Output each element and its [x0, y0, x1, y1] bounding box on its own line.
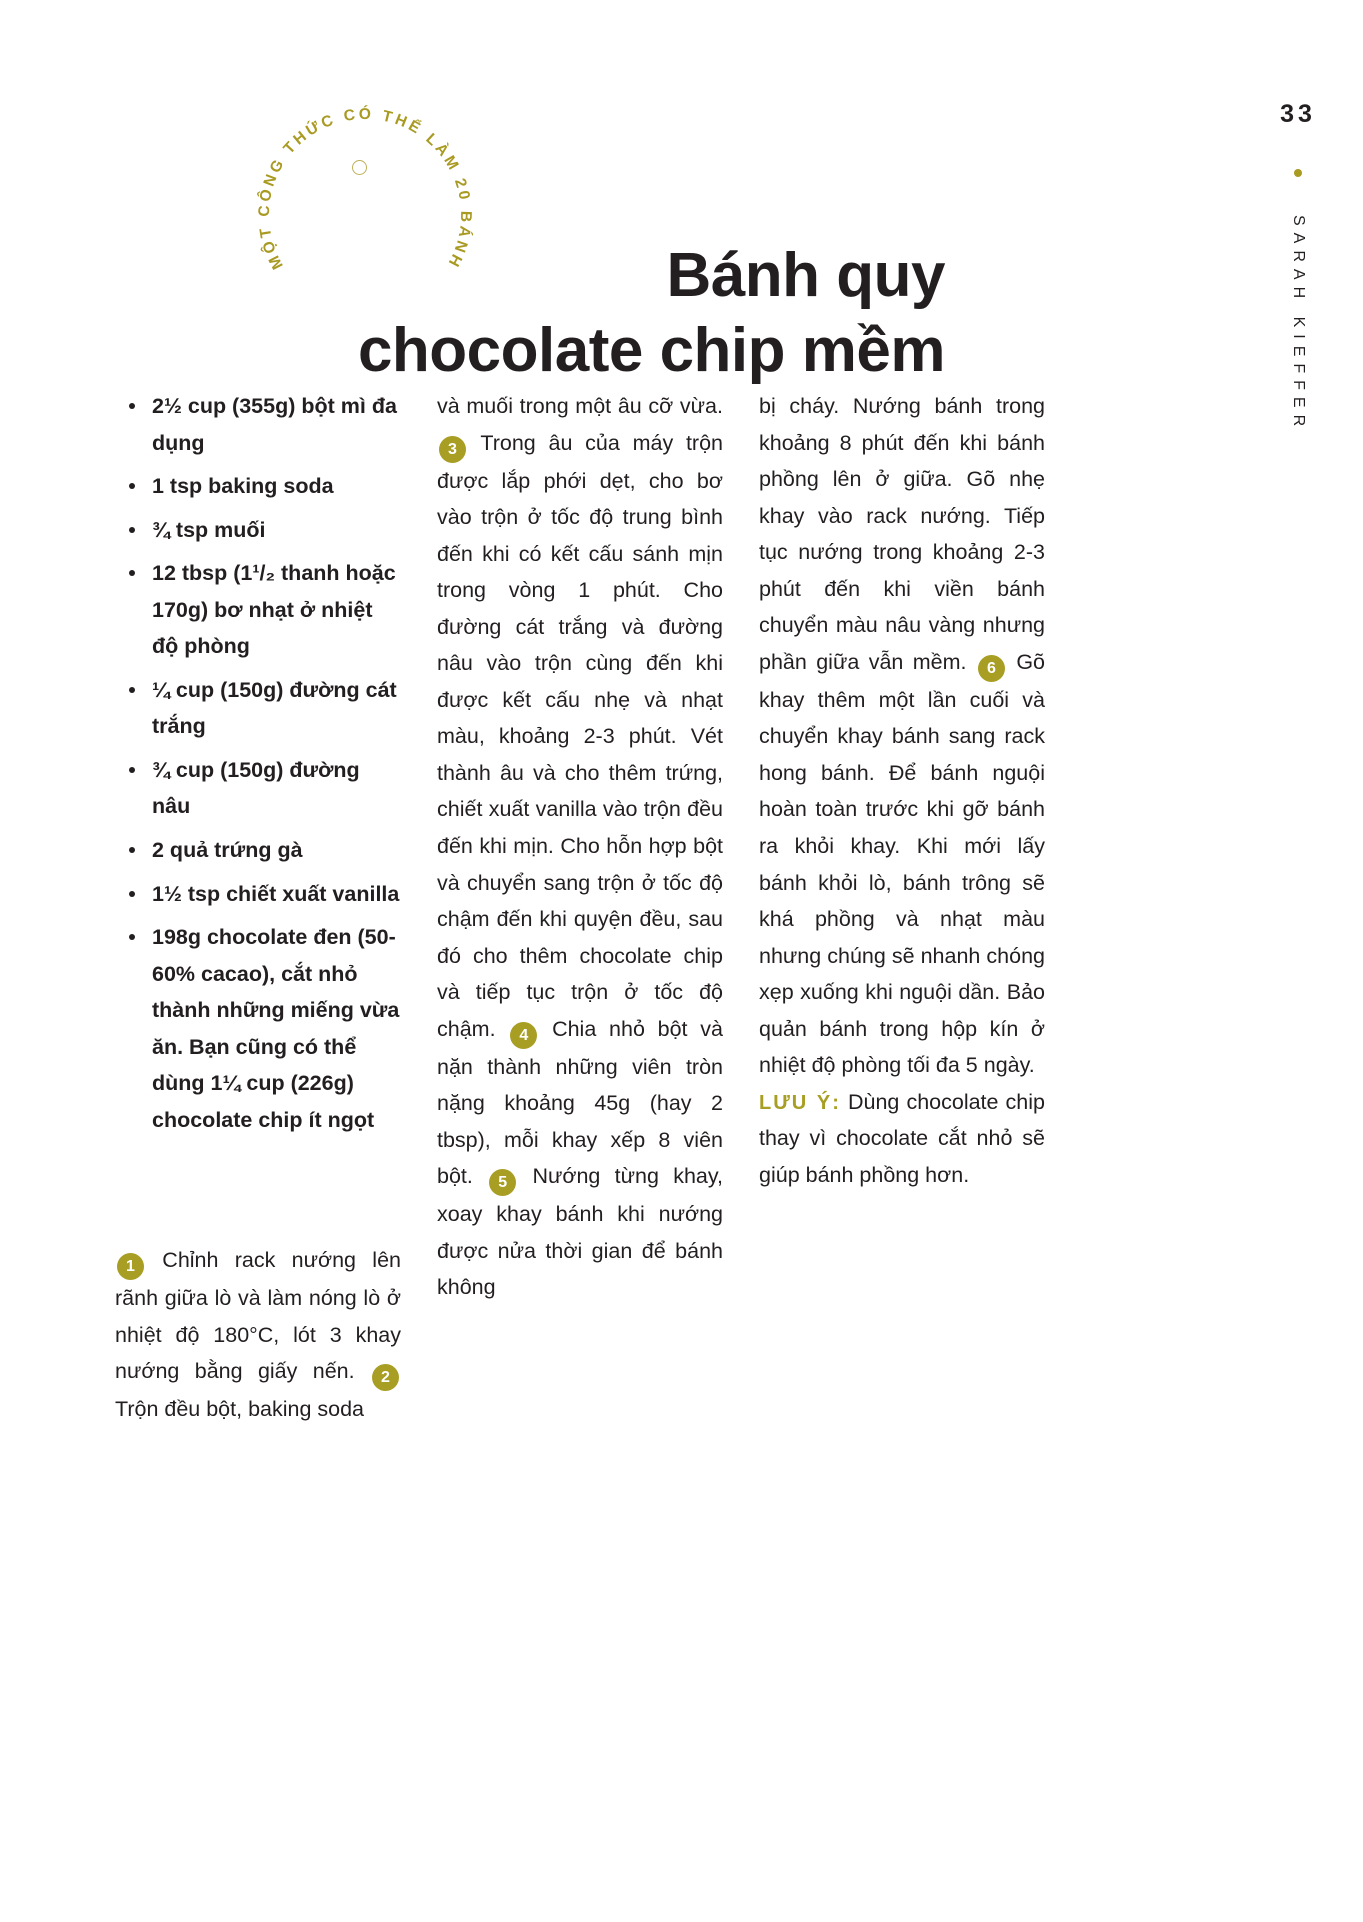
step-text-6: Gõ khay thêm một lần cuối và chuyển khay bánh sang rack hong bánh. Để bánh nguội hoàn toàn trước khi gỡ bánh ra khỏi khay. Khi mới lấy bánh khỏi lò, bánh trông sẽ khá phồng và nhạt màu nhưng chúng sẽ nhanh chóng xẹp xuống khi nguội dần. Bảo quản bánh trong hộp kín ở nhiệt độ phòng tối đa 5 ngày.: [759, 649, 1046, 1078]
note-label: LƯU Ý:: [759, 1091, 841, 1114]
step-text-5: Nướng từng khay, xoay khay bánh khi nướng được nửa thời gian để bánh không: [437, 1164, 723, 1300]
step-paragraph: [759, 388, 1045, 1084]
yield-badge-textpath: MỘT CÔNG THỨC CÓ THỂ LÀM 20 BÁNH: [255, 105, 475, 272]
step-text-continuation: bị cháy. Nướng bánh trong khoảng 8 phút đến khi bánh phồng lên ở giữa. Gõ nhẹ khay vào rack nướng. Tiếp tục nướng trong khoảng 2-3 phút đến khi viền bánh chuyển màu nâu vàng nhưng phần giữa vẫn mềm.: [759, 394, 1045, 674]
steps-column-three: [759, 388, 1045, 1193]
list-item: ¾ cup (150g) đường nâu: [115, 752, 401, 825]
list-item: ¼ cup (150g) đường cát trắng: [115, 672, 401, 745]
step-number-badge-6: 6: [978, 655, 1005, 682]
badge-ring-icon: [352, 160, 367, 175]
ingredients-list: [115, 388, 401, 1138]
step-text-1: Chỉnh rack nướng lên rãnh giữa lò và làm nóng lò ở nhiệt độ 180°C, lót 3 khay nướng bằng giấy nến.: [115, 1248, 401, 1384]
step-number-badge-3: 3: [439, 436, 466, 463]
list-item: 2½ cup (355g) bột mì đa dụng: [115, 388, 401, 461]
step-text-continuation: và muối trong một âu cỡ vừa.: [437, 394, 723, 418]
step-number-badge-2: 2: [372, 1364, 399, 1391]
steps-column-one: [115, 1242, 401, 1428]
note-text: Dùng chocolate chip thay vì chocolate cắt nhỏ sẽ giúp bánh phồng hơn.: [759, 1089, 1045, 1187]
step-number-badge-5: 5: [489, 1169, 516, 1196]
step-number-badge-4: 4: [510, 1022, 537, 1049]
page-title-line2: chocolate chip mềm: [357, 316, 945, 386]
list-item: 2 quả trứng gà: [115, 832, 401, 869]
page-title: [120, 238, 945, 389]
list-item: 198g chocolate đen (50-60% cacao), cắt nhỏ thành những miếng vừa ăn. Bạn cũng có thể dùng 1¼ cup (226g) chocolate chip ít ngọt: [115, 919, 401, 1138]
list-item: 12 tbsp (1¹/₂ thanh hoặc 170g) bơ nhạt ở nhiệt độ phòng: [115, 555, 401, 665]
content-columns: [115, 388, 1125, 1428]
list-item: 1 tsp baking soda: [115, 468, 401, 505]
step-text-4: Chia nhỏ bột và nặn thành những viên tròn nặng khoảng 45g (hay 2 tbsp), mỗi khay xếp 8 viên bột.: [437, 1016, 723, 1189]
note-paragraph: [759, 1084, 1045, 1194]
author-name: [1243, 215, 1353, 438]
column-ingredients: [115, 388, 401, 1428]
list-item: 1½ tsp chiết xuất vanilla: [115, 876, 401, 913]
column-steps-middle: [437, 388, 723, 1428]
author-name-label: SARAH KIEFFER: [1290, 215, 1307, 434]
step-paragraph: [437, 388, 723, 1306]
step-paragraph: [115, 1242, 401, 1428]
gold-dot-icon: [1243, 164, 1353, 182]
list-item: ¾ tsp muối: [115, 512, 401, 549]
step-text-2: Trộn đều bột, baking soda: [115, 1397, 365, 1422]
step-text-3: Trong âu của máy trộn được lắp phới dẹt, cho bơ vào trộn ở tốc độ trung bình đến khi có kết cấu sánh mịn trong vòng 1 phút. Cho đường cát trắng và đường nâu vào trộn cùng đến khi được kết cấu nhẹ và nhạt màu, khoảng 2-3 phút. Vét thành âu và cho thêm trứng, chiết xuất vanilla vào trộn đều đến khi mịn. Cho hỗn hợp bột và chuyển sang trộn ở tốc độ chậm đến khi quyện đều, sau đó cho thêm chocolate chip và tiếp tục trộn ở tốc độ chậm.: [437, 430, 723, 1041]
page-rail: [1243, 100, 1363, 520]
page-title-line1: Bánh quy: [666, 240, 945, 310]
steps-column-two: [437, 388, 723, 1306]
column-steps-right: [759, 388, 1045, 1428]
step-number-badge-1: 1: [117, 1253, 144, 1280]
page-number: 33: [1280, 100, 1316, 128]
